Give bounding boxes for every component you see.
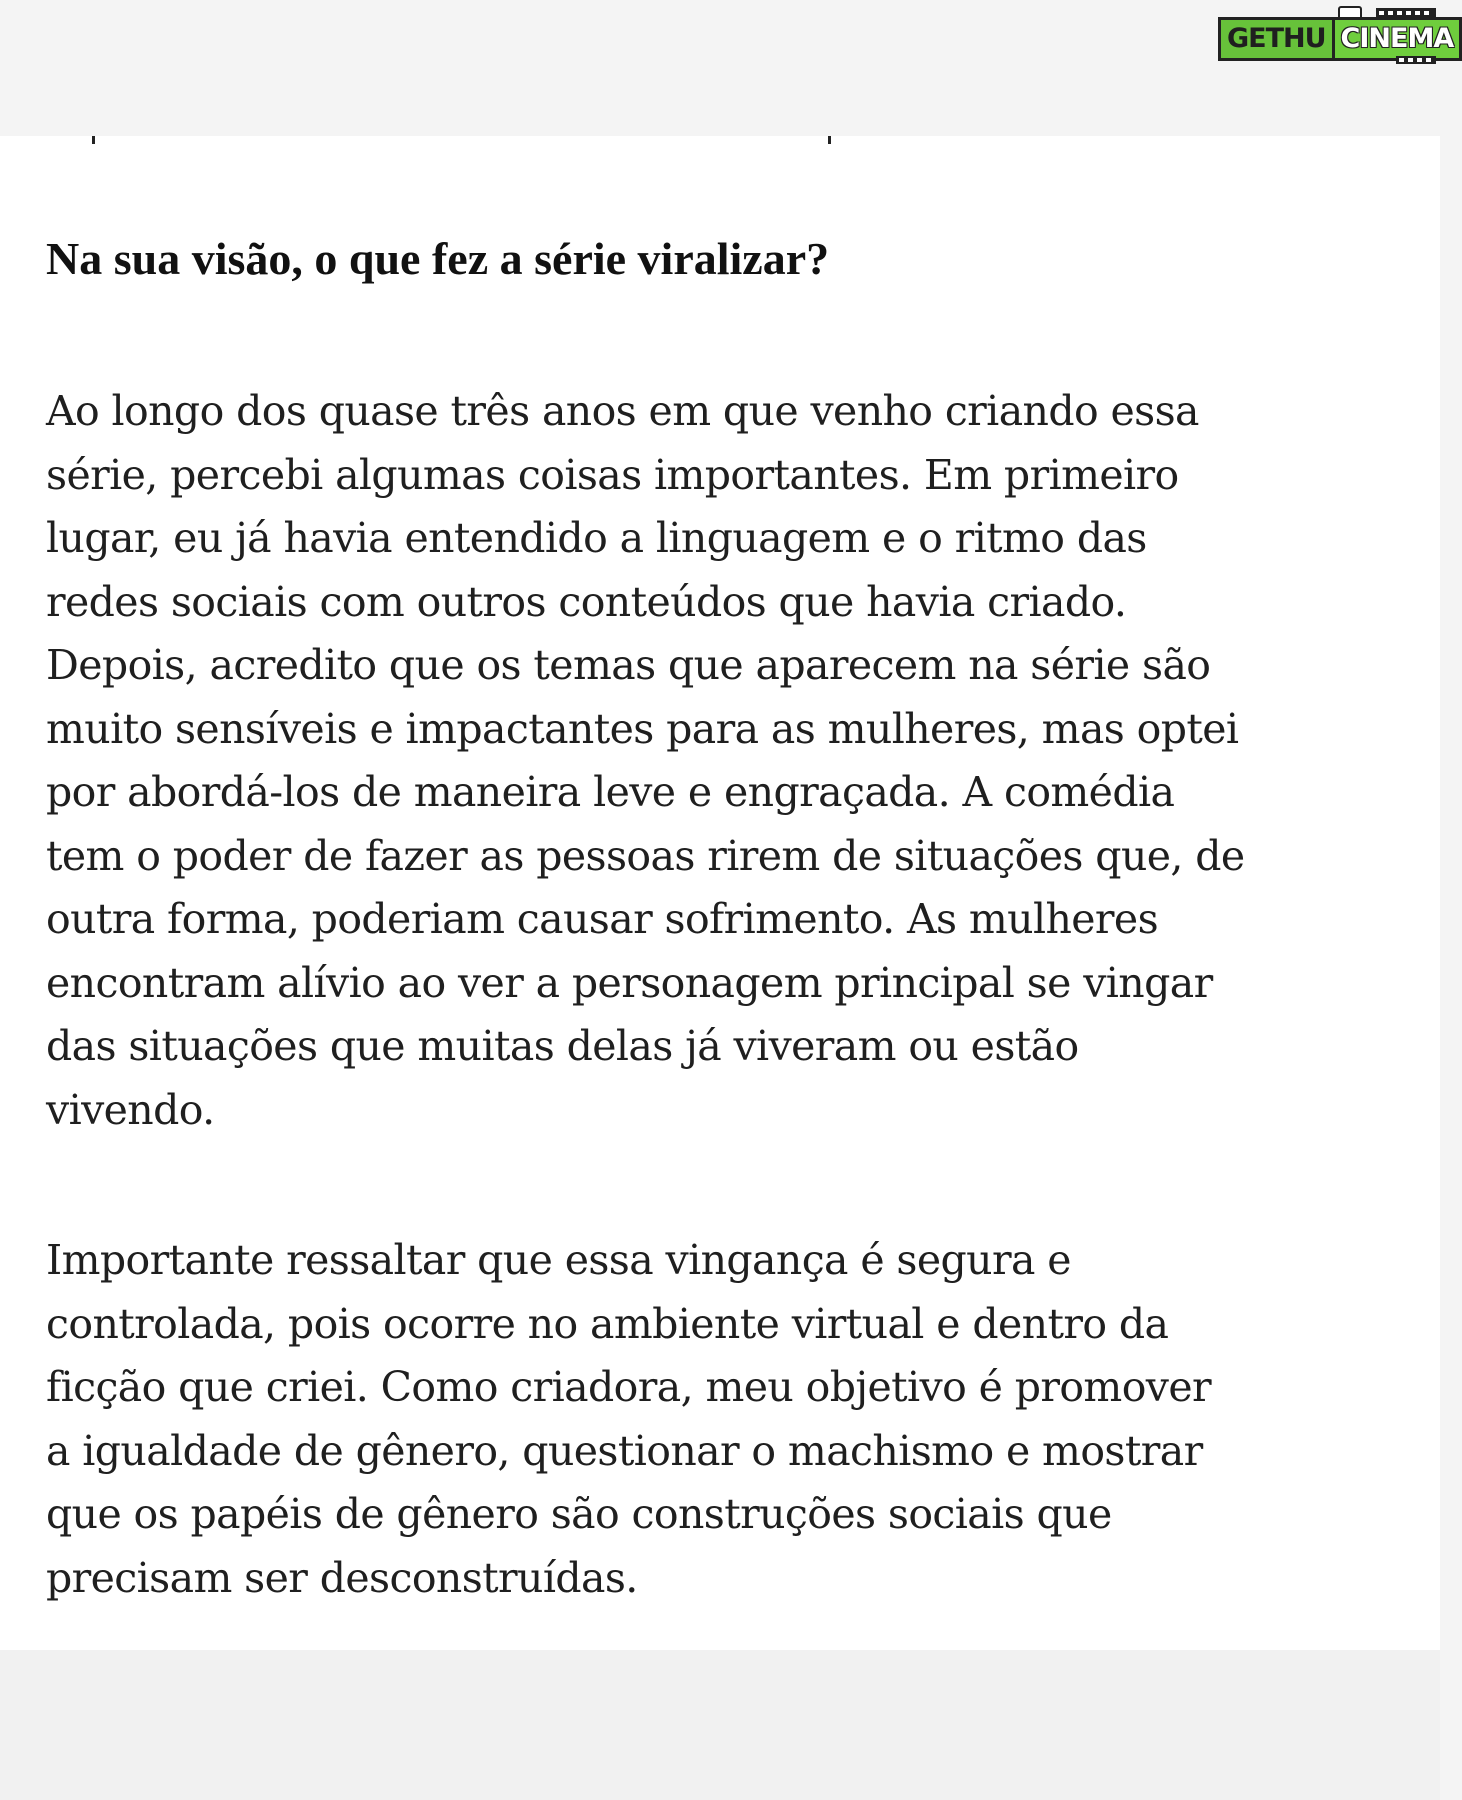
paragraph-line: precisam ser desconstruídas. — [46, 1553, 638, 1602]
paragraph-line: Ao longo dos quase três anos em que venho criando essa — [46, 387, 1199, 435]
paragraph-line: muito sensíveis e impactantes para as mulheres, mas optei — [46, 704, 1239, 753]
paragraph-line: série, percebi algumas coisas importantes. Em primeiro — [46, 450, 1179, 499]
interview-question: Na sua visão, o que fez a série viralizar? — [46, 233, 830, 284]
paragraph-line: controlada, pois ocorre no ambiente virtual e dentro da — [46, 1299, 1169, 1348]
answer-paragraph-2 — [46, 1229, 1211, 1610]
bottom-margin — [0, 1650, 1440, 1800]
paragraph-line: a igualdade de gênero, questionar o machismo e mostrar — [46, 1426, 1203, 1475]
paragraph-line: das situações que muitas delas já viveram ou estão — [46, 1022, 1079, 1070]
cut-glyph-fragment — [92, 136, 95, 144]
paragraph-line: encontram alívio ao ver a personagem principal se vingar — [46, 958, 1213, 1007]
paragraph-line: outra forma, poderiam causar sofrimento. As mulheres — [46, 895, 1159, 943]
paragraph-line: vivendo. — [46, 1085, 215, 1134]
cut-glyph-fragment — [828, 136, 831, 144]
paragraph-line: ficção que criei. Como criadora, meu objetivo é promover — [46, 1363, 1212, 1411]
film-strip-bottom-icon — [1396, 56, 1436, 64]
paragraph-line: redes sociais com outros conteúdos que havia criado. — [46, 577, 1127, 626]
watermark-text-cinema: CINEMA — [1332, 17, 1462, 61]
paragraph-line: que os papéis de gênero são construções sociais que — [46, 1490, 1112, 1538]
paragraph-line: Importante ressaltar que essa vingança é segura e — [46, 1236, 1071, 1284]
watermark-text-gethu: GETHU — [1218, 17, 1332, 61]
answer-paragraph-1 — [46, 380, 1245, 1142]
paragraph-line: lugar, eu já havia entendido a linguagem e o ritmo das — [46, 514, 1147, 562]
paragraph-line: Depois, acredito que os temas que aparecem na série são — [46, 641, 1211, 689]
article-page — [0, 136, 1440, 1650]
paragraph-line: tem o poder de fazer as pessoas rirem de situações que, de — [46, 831, 1245, 880]
paragraph-line: por abordá-los de maneira leve e engraçada. A comédia — [46, 768, 1175, 816]
watermark-logo — [1218, 6, 1454, 60]
